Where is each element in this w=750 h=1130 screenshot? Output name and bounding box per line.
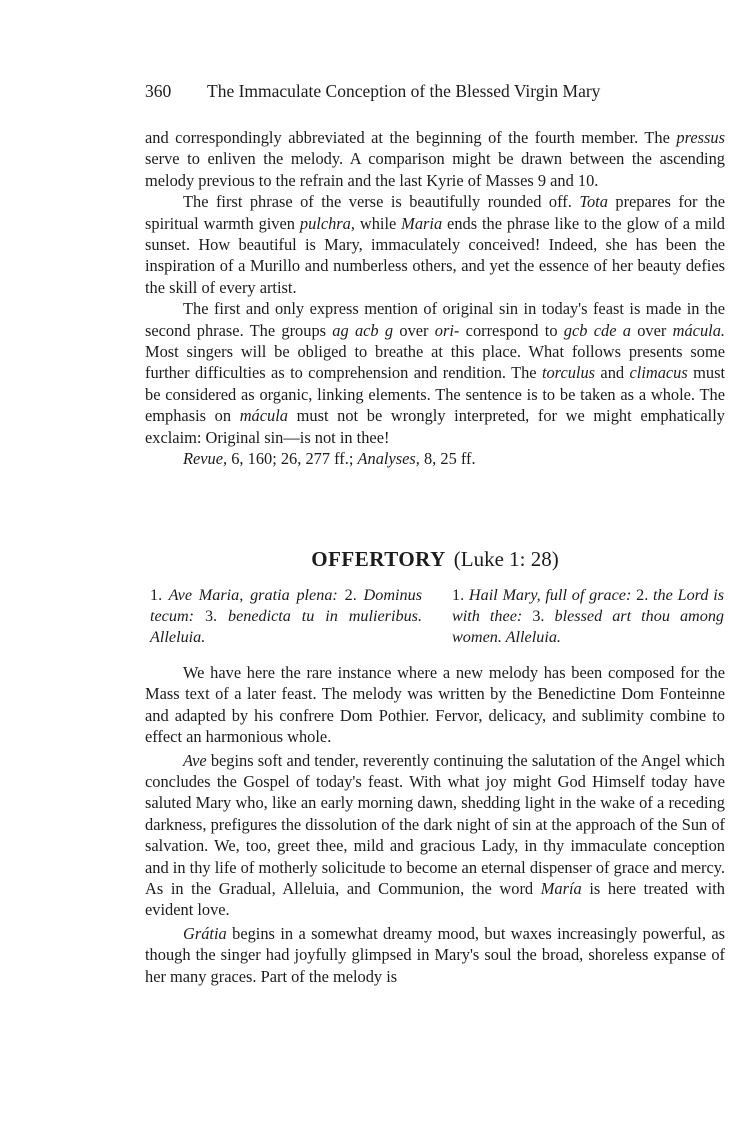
paragraph: and correspondingly abbreviated at the beginning of the fourth member. The pressus serve to enliven the melody. A comparison might be drawn between the ascending melody previous to the refrain and the last Kyrie of Masses 9 and 10. [145, 128, 725, 190]
section-title: OFFERTORY [311, 547, 446, 571]
running-header [145, 80, 735, 102]
paragraph: The first phrase of the verse is beautifully rounded off. Tota prepares for the spiritual warmth given pulchra, while Maria ends the phrase like to the glow of a mild sunset. How beautiful is Mary, immaculately conceived! Indeed, she has been the inspiration of a Murillo and numberless others, and yet the essence of her beauty defies the skill of every artist. [145, 192, 725, 297]
bibliographic-reference: Revue, 6, 160; 26, 277 ff.; Analyses, 8, 25 ff. [183, 449, 476, 469]
body-text-top [145, 127, 725, 470]
english-translation-column: 1. Hail Mary, full of grace: 2. the Lord is with thee: 3. blessed art thou among women. Alleluia. [452, 586, 725, 646]
latin-text-column: 1. Ave Maria, gratia plena: 2. Dominus tecum: 3. benedicta tu in mulieribus. Alleluia. [150, 586, 423, 646]
section-heading [145, 546, 725, 572]
paragraph: We have here the rare instance where a new melody has been composed for the Mass text of a later feast. The melody was written by the Benedictine Dom Fonteinne and adapted by his confrere Dom Pothier. Fervor, delicacy, and sublimity combine to effect an harmonious whole. [145, 663, 725, 747]
paragraph: Ave begins soft and tender, reverently continuing the salutation of the Angel which concludes the Gospel of today's feast. With what joy might God Himself today have saluted Mary who, like an early morning dawn, shedding light in the wake of a receding darkness, prefigures the dissolution of the dark night of sin at the approach of the Sun of salvation. We, too, greet thee, mild and gracious Lady, in thy immaculate conception and in thy life of motherly solicitude to become an eternal dispenser of grace and mercy. As in the Gradual, Alleluia, and Communion, the word María is here treated with evident love. [145, 750, 725, 920]
paragraph: Grátia begins in a somewhat dreamy mood, but waxes increasingly powerful, as though the singer had joyfully glimpsed in Mary's soul the broad, shoreless expanse of her many graces. Part of the melody is [145, 923, 725, 986]
page-number: 360 [145, 81, 172, 101]
running-title: The Immaculate Conception of the Blessed Virgin Mary [207, 81, 601, 101]
paragraph: The first and only express mention of original sin in today's feast is made in the second phrase. The groups ag acb g over ori- correspond to gcb cde a over mácula. Most singers will be obliged to breathe at this place. What follows presents some further difficulties as to comprehension and rendition. The torculus and climacus must be considered as organic, linking elements. The sentence is to be taken as a whole. The emphasis on mácula must not be wrongly interpreted, for we might emphatically exclaim: Original sin—is not in thee! [145, 299, 725, 447]
section-citation: (Luke 1: 28) [453, 547, 559, 571]
body-text-bottom [145, 662, 725, 987]
